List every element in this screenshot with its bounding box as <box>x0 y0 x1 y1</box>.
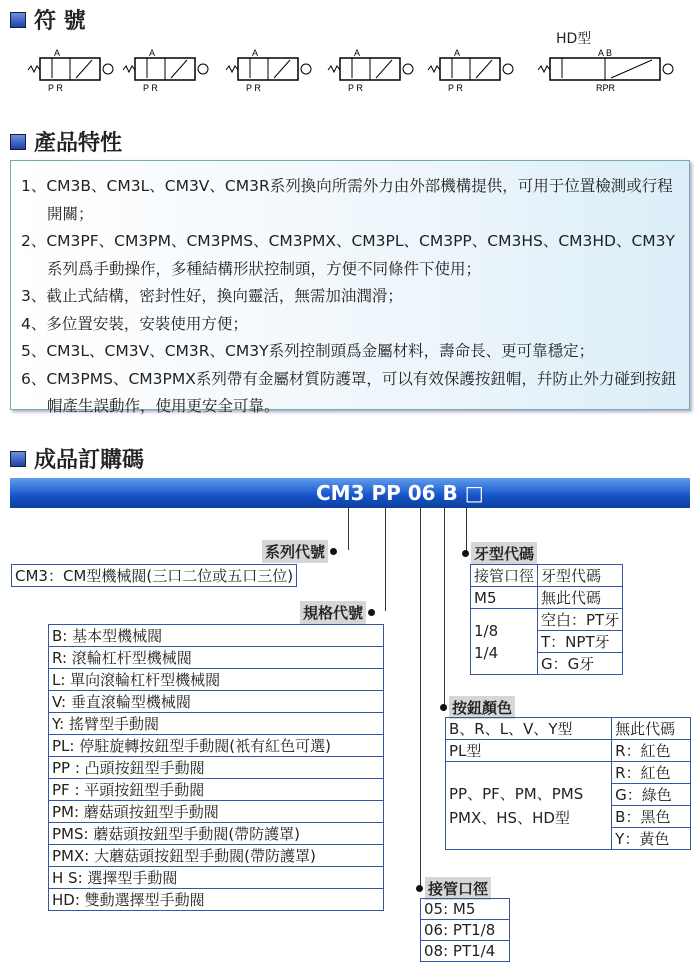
port-ab-label: A B <box>598 48 613 58</box>
valve-symbol <box>328 58 413 80</box>
spec-row: B: 基本型機械閥 <box>49 625 384 647</box>
port-table: 05: M5 06: PT1/8 08: PT1/4 <box>420 898 510 962</box>
port-pr-label: P R <box>143 83 158 93</box>
feature-item: 3、截止式結構，密封性好，換向靈活，無需加油潤滑； <box>21 287 403 305</box>
port-label: 接管口徑 <box>416 877 491 900</box>
feature-item: 6、CM3PMS、CM3PMX系列帶有金屬材質防護罩，可以有效保護按鈕帽，幷防止外力碰到按鈕帽產生誤動作，使用更安全可靠。 <box>21 369 677 415</box>
color-label: 按鈕顏色 <box>440 696 515 719</box>
valve-symbol <box>226 58 311 80</box>
spec-row: PMX: 大蘑菇頭按鈕型手動閥(帶防護罩) <box>49 845 384 867</box>
dot-icon <box>416 885 423 892</box>
feature-item: 5、CM3L、CM3V、CM3R、CM3Y系列控制頭爲金屬材料，壽命長、更可靠穩定； <box>21 342 595 360</box>
valve-symbols <box>0 44 700 98</box>
spec-row: PP : 凸頭按鈕型手動閥 <box>49 757 384 779</box>
spec-row: V: 垂直滾輪型機械閥 <box>49 691 384 713</box>
symbols-heading: 符 號 <box>10 4 86 35</box>
series-label: 系列代號 <box>262 540 337 563</box>
thread-label: 牙型代碼 <box>462 542 537 565</box>
spec-row: PF : 平頭按鈕型手動閥 <box>49 779 384 801</box>
valve-symbols-svg <box>0 44 700 94</box>
valve-symbol <box>538 58 673 80</box>
spec-row: PM: 蘑菇頭按鈕型手動閥 <box>49 801 384 823</box>
spec-row: H S: 選擇型手動閥 <box>49 867 384 889</box>
port-rpr-label: RPR <box>596 83 616 93</box>
port-pr-label: P R <box>448 83 463 93</box>
features-box <box>10 160 690 415</box>
valve-symbol <box>28 58 113 80</box>
order-code: CM3 PP 06 B □ <box>316 481 484 505</box>
features-heading: 產品特性 <box>10 126 122 157</box>
bullet-square-icon <box>10 12 26 28</box>
spec-row: PMS: 蘑菇頭按鈕型手動閥(帶防護罩) <box>49 823 384 845</box>
thread-table: 接管口徑 牙型代碼 M5 無此代碼 1/8 1/4 空白：PT牙 T：NPT牙 G：G牙 <box>470 564 623 675</box>
order-heading: 成品訂購碼 <box>10 443 144 474</box>
spec-row: HD: 雙動選擇型手動閥 <box>49 889 384 911</box>
connector-line <box>348 508 349 550</box>
dot-icon <box>330 548 337 555</box>
dot-icon <box>440 704 447 711</box>
connector-line <box>385 508 386 611</box>
series-table: CM3：CM型機械閥(三口二位或五口三位) <box>11 564 297 587</box>
bullet-square-icon <box>10 134 26 150</box>
spec-label: 規格代號 <box>300 601 375 624</box>
connector-line <box>420 508 421 886</box>
spec-row: R: 滾輪杠杆型機械閥 <box>49 647 384 669</box>
port-a-label: A <box>354 48 361 58</box>
spec-row: Y: 搖臂型手動閥 <box>49 713 384 735</box>
port-a-label: A <box>454 48 461 58</box>
port-pr-label: P R <box>246 83 261 93</box>
spec-table <box>48 624 384 911</box>
dot-icon <box>462 550 469 557</box>
connector-line <box>444 508 445 705</box>
hd-label: HD型 <box>556 31 592 47</box>
bullet-square-icon <box>10 451 26 467</box>
dot-icon <box>368 609 375 616</box>
port-a-label: A <box>54 48 61 58</box>
feature-item: 2、CM3PF、CM3PM、CM3PMS、CM3PMX、CM3PL、CM3PP、CM3HS、CM3HD、CM3Y系列爲手動操作，多種結構形狀控制頭，方便不同條件下使用； <box>21 232 675 278</box>
valve-symbol <box>123 58 208 80</box>
color-table: B、R、L、V、Y型 無此代碼 PL型 R：紅色 PP、PF、PM、PMS PMX、HS、HD型 R：紅色 G：綠色 B：黑色 Y：黃色 <box>445 717 691 850</box>
feature-item: 4、多位置安裝，安裝使用方便； <box>21 314 248 333</box>
valve-symbol <box>428 58 513 80</box>
port-pr-label: P R <box>48 83 63 93</box>
feature-item: 1、CM3B、CM3L、CM3V、CM3R系列換向所需外力由外部機構提供，可用于位置檢測或行程開關； <box>21 177 673 223</box>
spec-row: PL: 停駐旋轉按鈕型手動閥(衹有紅色可選) <box>49 735 384 757</box>
port-a-label: A <box>252 48 259 58</box>
port-pr-label: P R <box>348 83 363 93</box>
port-a-label: A <box>149 48 156 58</box>
order-code-bar <box>10 478 690 508</box>
spec-row: L: 單向滾輪杠杆型機械閥 <box>49 669 384 691</box>
